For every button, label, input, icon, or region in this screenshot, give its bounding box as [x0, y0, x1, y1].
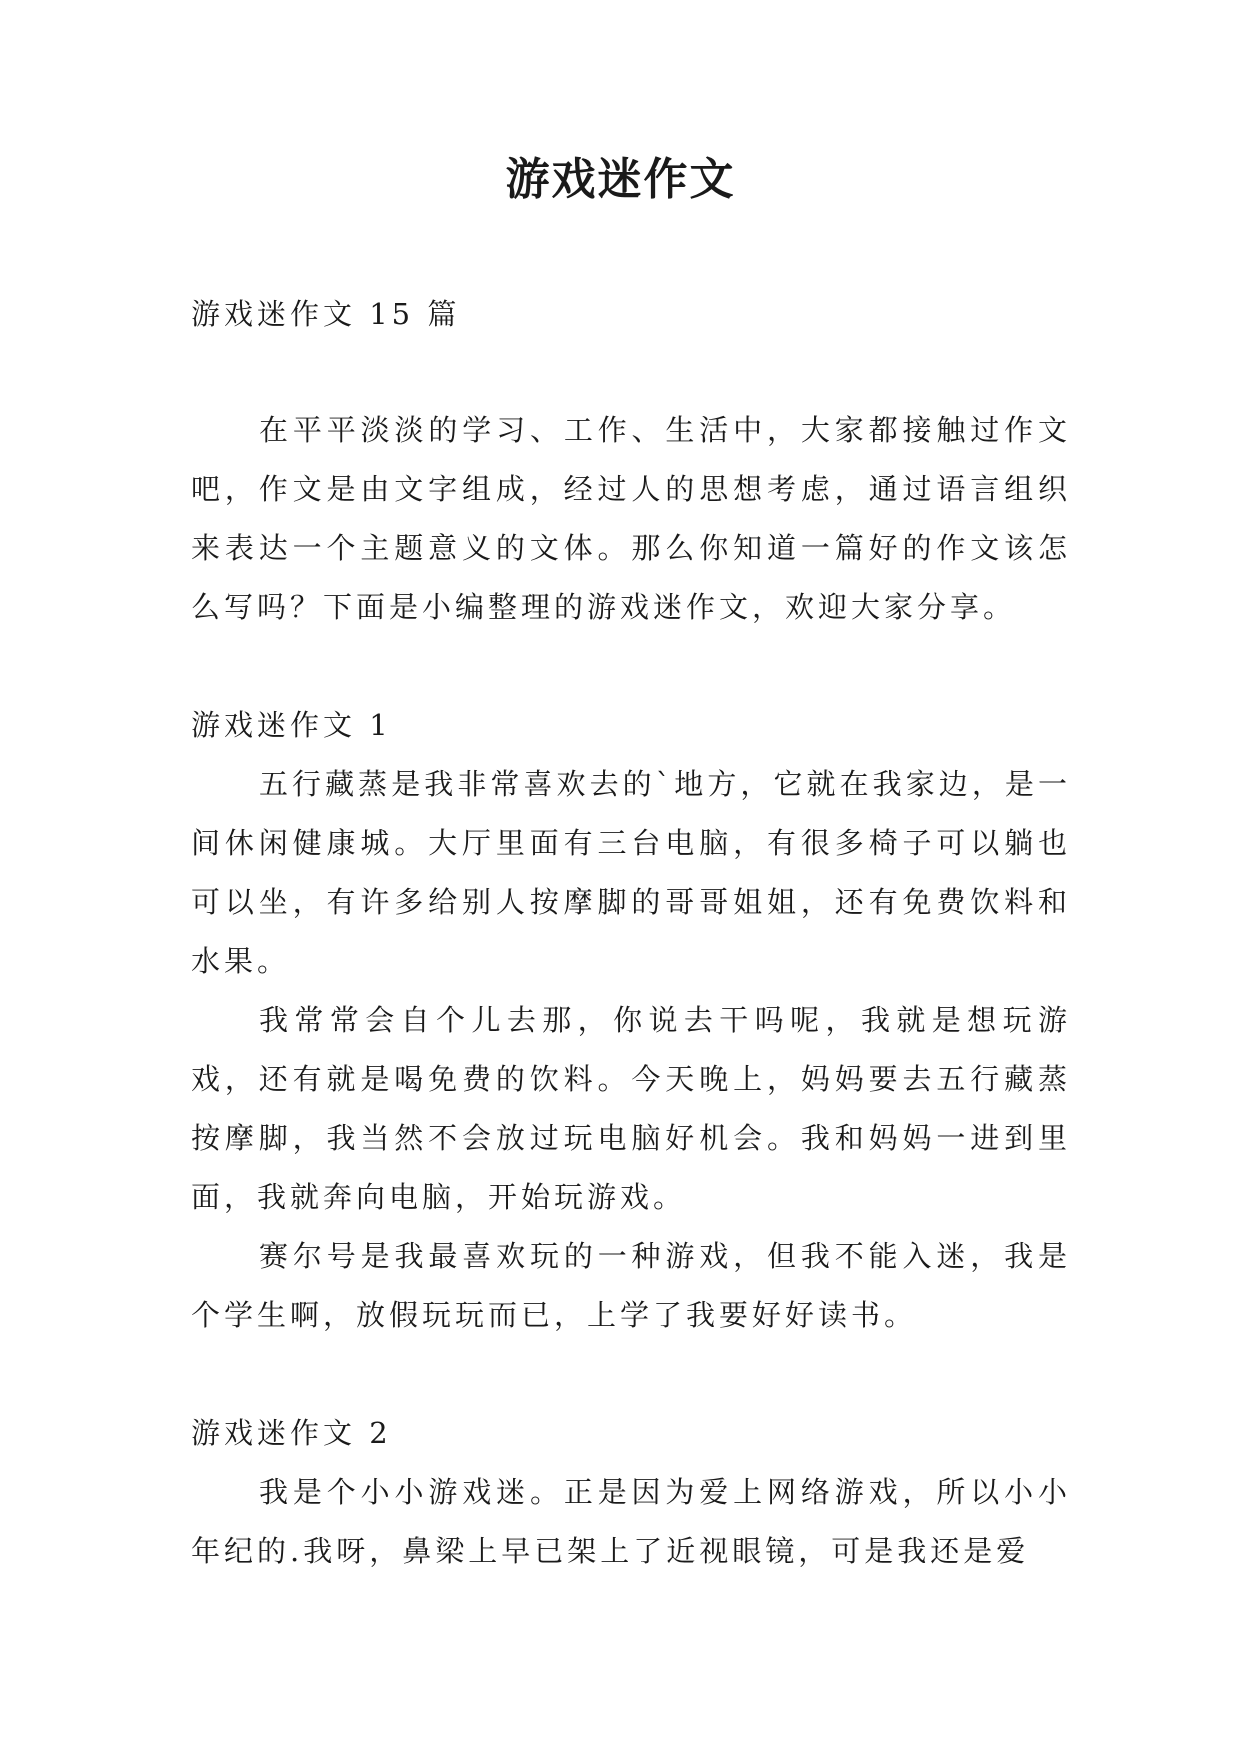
- intro-paragraph: 在平平淡淡的学习、工作、生活中，大家都接触过作文吧，作文是由文字组成，经过人的思想考虑，通过语言组织来表达一个主题意义的文体。那么你知道一篇好的作文该怎么写吗？下面是小编整理的游戏迷作文，欢迎大家分享。: [191, 413, 1071, 624]
- spacer: [191, 637, 1071, 696]
- section-1-paragraph-2: 我常常会自个儿去那，你说去干吗呢，我就是想玩游戏，还有就是喝免费的饮料。今天晚上，妈妈要去五行藏蒸按摩脚，我当然不会放过玩电脑好机会。我和妈妈一进到里面，我就奔向电脑，开始玩游戏。: [191, 1003, 1071, 1214]
- section-2-paragraph-1: 我是个小小游戏迷。正是因为爱上网络游戏，所以小小年纪的.我呀，鼻梁上早已架上了近视眼镜，可是我还是爱: [191, 1475, 1071, 1568]
- section-1-paragraph-1: 五行藏蒸是我非常喜欢去的`地方，它就在我家边，是一间休闲健康城。大厅里面有三台电脑，有很多椅子可以躺也可以坐，有许多给别人按摩脚的哥哥姐姐，还有免费饮料和水果。: [191, 767, 1071, 978]
- document-subtitle: 游戏迷作文 15 篇: [191, 297, 461, 331]
- section-1-paragraph-3: 赛尔号是我最喜欢玩的一种游戏，但我不能入迷，我是个学生啊，放假玩玩而已，上学了我要好好读书。: [191, 1239, 1071, 1332]
- section-heading-2: 游戏迷作文 2: [191, 1416, 392, 1450]
- section-heading-1: 游戏迷作文 1: [191, 708, 392, 742]
- spacer: [191, 344, 1071, 401]
- document-body: [191, 285, 1071, 1581]
- document-title: 游戏迷作文: [505, 154, 736, 205]
- spacer: [191, 1345, 1071, 1404]
